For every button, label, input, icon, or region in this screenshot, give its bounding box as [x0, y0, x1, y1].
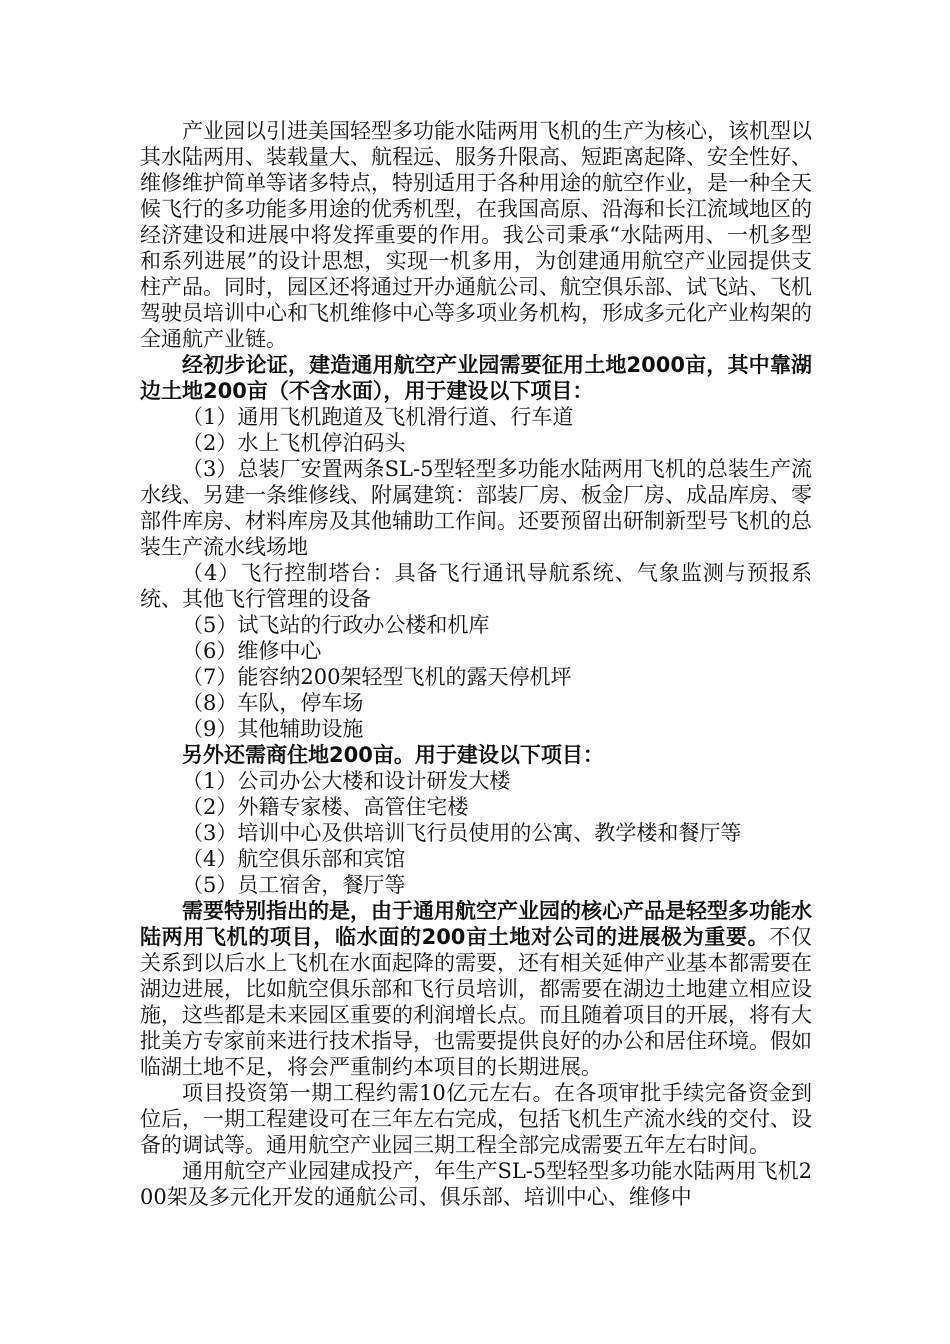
land-item-6: （6）维修中心	[182, 639, 322, 663]
residential-item-2: （2）外籍专家楼、高管住宅楼	[182, 795, 469, 819]
land-item-4: （4）飞行控制塔台：具备飞行通讯导航系统、气象监测与预报系统、其他飞行管理的设备	[140, 561, 812, 611]
intro-paragraph: 产业园以引进美国轻型多功能水陆两用飞机的生产为核心，该机型以其水陆两用、装载量大、航程远、服务升限高、短距离起降、安全性好、维修维护简单等诸多特点，特别适用于各种用途的航空作业，是一种全天候飞行的多功能多用途的优秀机型，在我国高原、沿海和长江流域地区的经济建设和进展中将发挥重要的作用。我公司秉承“水陆两用、一机多型和系列进展”的设计思想，实现一机多用，为创建通用航空产业园提供支柱产品。同时，园区还将通过开办通航公司、航空俱乐部、试飞站、飞机驾驶员培训中心和飞机维修中心等多项业务机构，形成多元化产业构架的全通航产业链。	[140, 119, 812, 351]
production-paragraph: 通用航空产业园建成投产，年生产SL-5型轻型多功能水陆两用飞机200架及多元化开发的通航公司、俱乐部、培训中心、维修中	[140, 1159, 812, 1209]
residential-item-5: （5）员工宿舍，餐厅等	[182, 873, 406, 897]
land-item-3: （3）总装厂安置两条SL-5型轻型多功能水陆两用飞机的总装生产流水线、另建一条维修线、附属建筑：部装厂房、板金厂房、成品库房、零部件库房、材料库房及其他辅助工作间。还要预留出研制新型号飞机的总装生产流水线场地	[140, 457, 812, 559]
land-item-5: （5）试飞站的行政办公楼和机库	[182, 613, 490, 637]
land-item-1: （1）通用飞机跑道及飞机滑行道、行车道	[182, 405, 574, 429]
land-heading: 经初步论证，建造通用航空产业园需要征用土地2000亩，其中靠湖边土地200亩（不含水面），用于建设以下项目：	[140, 353, 812, 403]
land-item-7: （7）能容纳200架轻型飞机的露天停机坪	[182, 665, 572, 689]
importance-paragraph	[140, 898, 812, 1080]
document-page	[140, 118, 812, 1210]
residential-item-1: （1）公司办公大楼和设计研发大楼	[182, 769, 511, 793]
land-item-9: （9）其他辅助设施	[182, 717, 364, 741]
residential-heading: 另外还需商住地200亩。用于建设以下项目：	[182, 743, 604, 767]
residential-item-3: （3）培训中心及供培训飞行员使用的公寓、教学楼和餐厅等	[182, 821, 742, 845]
residential-item-4: （4）航空俱乐部和宾馆	[182, 847, 406, 871]
land-item-2: （2）水上飞机停泊码头	[182, 431, 406, 455]
importance-text: 不仅关系到以后水上飞机在水面起降的需要，还有相关延伸产业基本都需要在湖边进展，比如航空俱乐部和飞行员培训，都需要在湖边土地建立相应设施，这些都是未来园区重要的利润增长点。而且随着项目的开展，将有大批美方专家前来进行技术指导，也需要提供良好的办公和居住环境。假如临湖土地不足，将会严重制约本项目的长期进展。	[140, 925, 813, 1079]
investment-paragraph: 项目投资第一期工程约需10亿元左右。在各项审批手续完备资金到位后，一期工程建设可在三年左右完成，包括飞机生产流水线的交付、设备的调试等。通用航空产业园三期工程全部完成需要五年左右时间。	[140, 1081, 812, 1157]
importance-bold-text: 需要特别指出的是，由于通用航空产业园的核心产品是轻型多功能水陆两用飞机的项目，临水面的200亩土地对公司的进展极为重要。	[140, 899, 812, 949]
land-item-8: （8）车队，停车场	[182, 691, 364, 715]
